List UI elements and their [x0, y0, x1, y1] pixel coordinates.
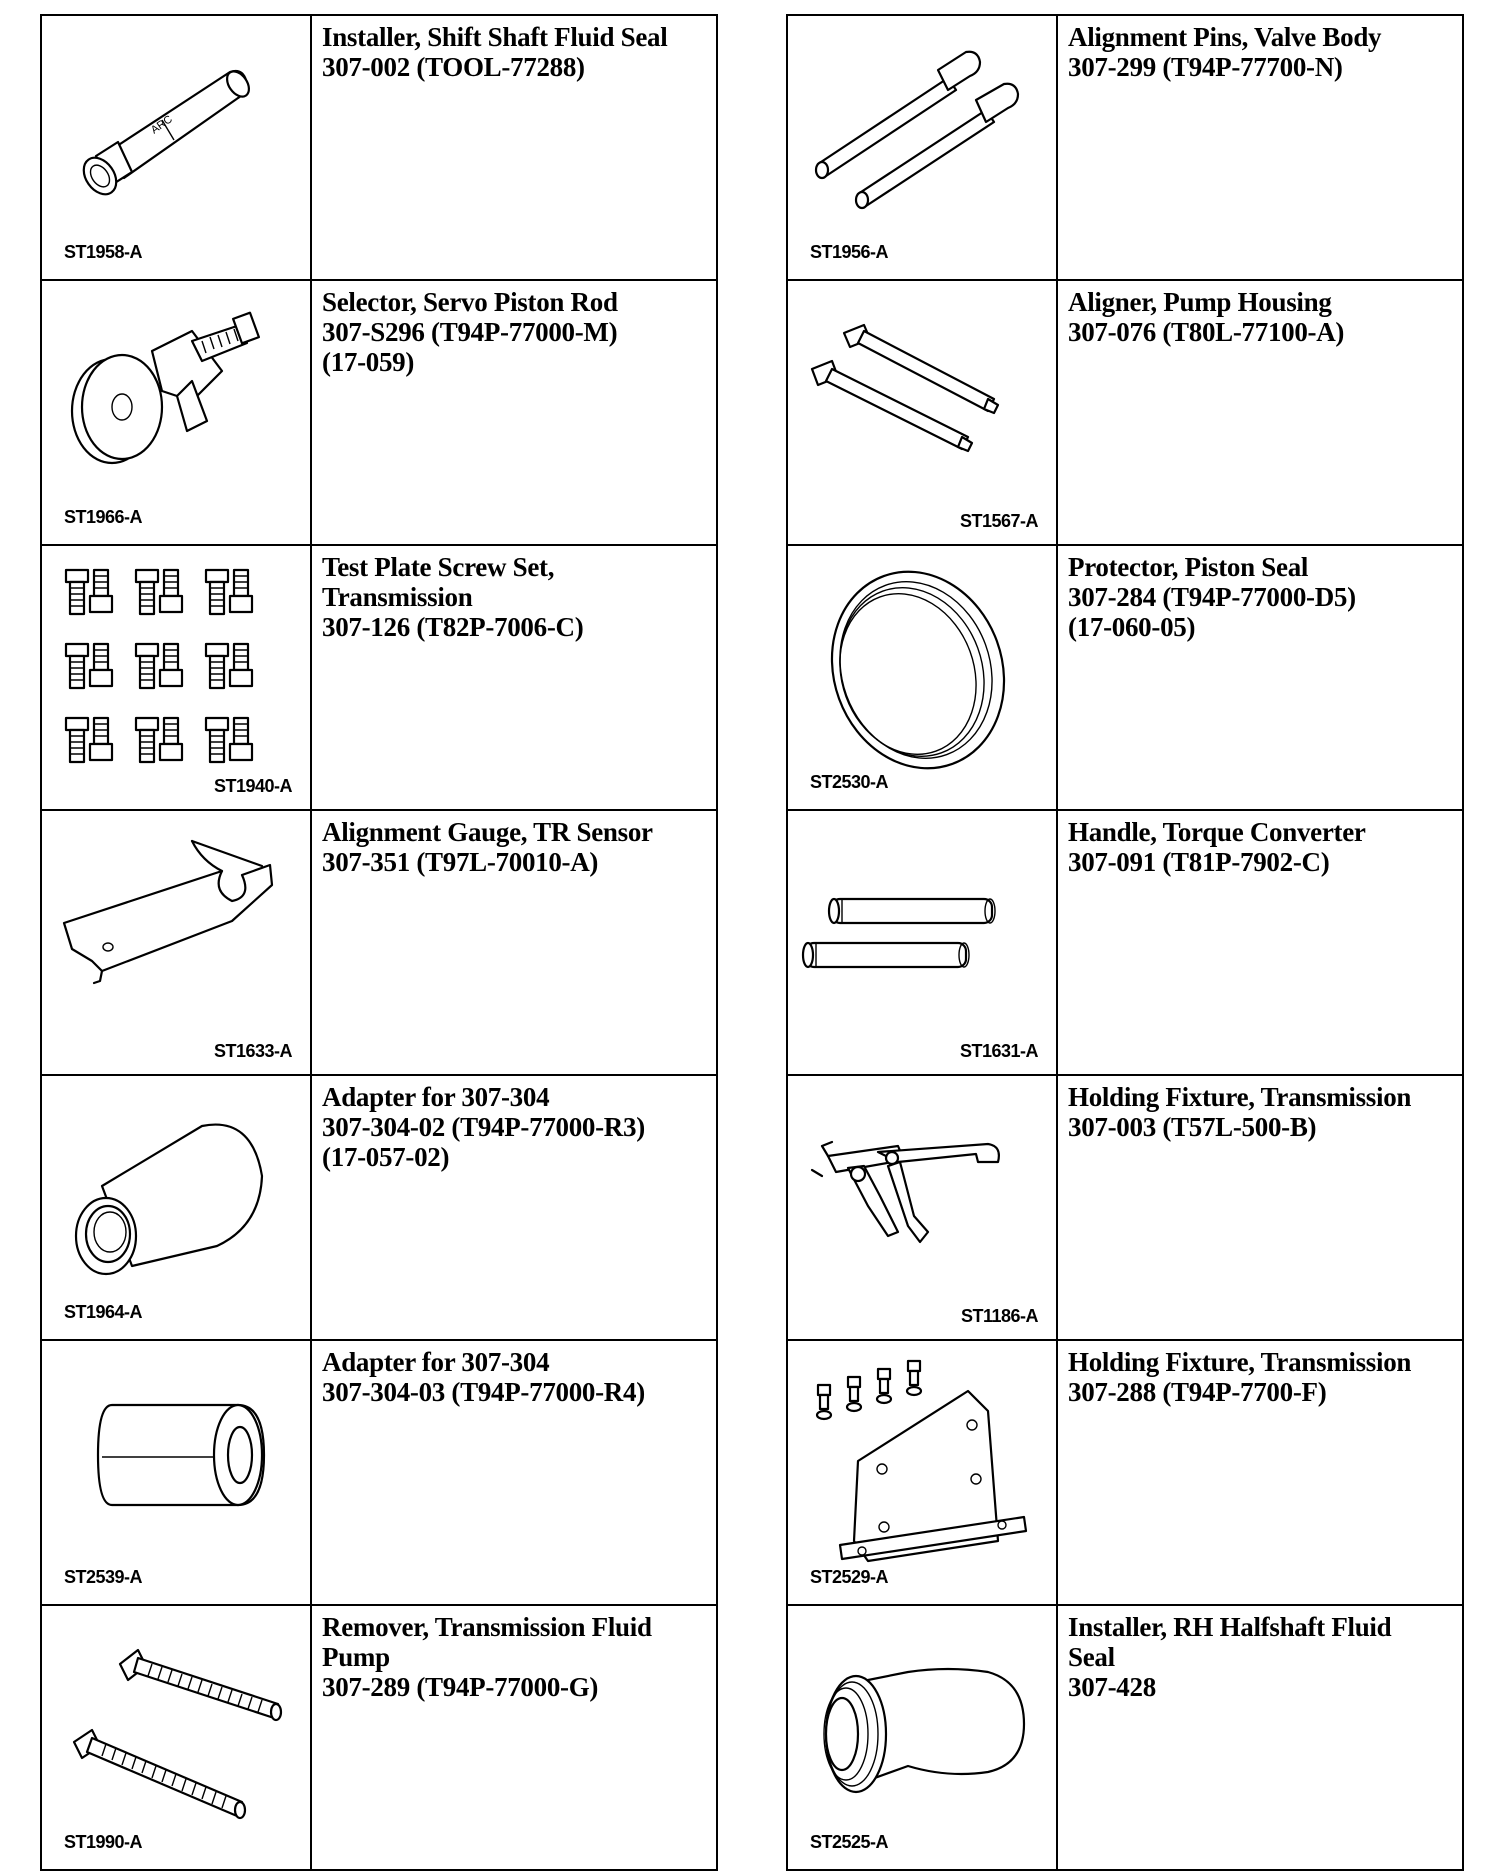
tool-description: [1057, 1075, 1463, 1340]
tool-name: Holding Fixture, Transmission: [1068, 1347, 1412, 1377]
pump-aligner-illustration: [788, 281, 1056, 532]
tool-description: [311, 545, 717, 810]
tool-name: Adapter for 307-304: [322, 1347, 550, 1377]
tool-code: ST2539-A: [64, 1567, 143, 1587]
tool-illustration-cell: [41, 1075, 311, 1340]
tool-part-number: 307-002 (TOOL-77288): [322, 52, 585, 82]
halfshaft-seal-installer-illustration: [788, 1606, 1056, 1857]
tool-description: [1057, 1340, 1463, 1605]
tool-code: ST1956-A: [810, 242, 889, 262]
tool-part-number: 307-076 (T80L-77100-A): [1068, 317, 1345, 347]
tool-part-number: 307-304-02 (T94P-77000-R3): [322, 1112, 645, 1142]
table-row: [41, 1340, 717, 1605]
svg-text:ARC: ARC: [148, 113, 175, 137]
tool-name: Remover, Transmission Fluid: [322, 1612, 652, 1642]
tool-description: [1057, 810, 1463, 1075]
holding-fixture-307-288-illustration: [788, 1341, 1056, 1592]
table-row: [787, 1605, 1463, 1870]
tool-illustration-cell: [787, 15, 1057, 280]
tool-code: ST1633-A: [213, 1041, 292, 1061]
tool-code: ST1966-A: [64, 507, 143, 527]
table-row: [787, 280, 1463, 545]
tool-description: [1057, 545, 1463, 810]
alignment-pins-illustration: [788, 16, 1056, 267]
left-tool-table: [40, 14, 718, 1871]
tool-part-number: 307-288 (T94P-7700-F): [1068, 1377, 1327, 1407]
tool-illustration-cell: [787, 810, 1057, 1075]
tool-illustration-cell: [41, 280, 311, 545]
tool-name: Alignment Gauge, TR Sensor: [322, 817, 653, 847]
adapter-r3-illustration: [42, 1076, 310, 1327]
tool-name: Test Plate Screw Set,: [322, 552, 555, 582]
tool-description: [1057, 15, 1463, 280]
tool-code: ST1567-A: [959, 511, 1038, 531]
table-row: [787, 1075, 1463, 1340]
tool-code: ST1964-A: [64, 1302, 143, 1322]
tool-code: ST1940-A: [213, 776, 292, 796]
tool-name: Protector, Piston Seal: [1068, 552, 1309, 582]
tool-description: [311, 15, 717, 280]
tool-code: ST1990-A: [64, 1832, 143, 1852]
piston-seal-protector-illustration: [788, 546, 1056, 797]
tool-description: [311, 1605, 717, 1870]
tool-name-cont: Transmission: [322, 582, 473, 612]
table-row: [41, 15, 717, 280]
table-row: [41, 280, 717, 545]
tool-illustration-cell: [41, 810, 311, 1075]
tool-code: ST2529-A: [810, 1567, 889, 1587]
tool-part-number: 307-289 (T94P-77000-G): [322, 1672, 599, 1702]
tool-name: Adapter for 307-304: [322, 1082, 550, 1112]
tool-name: Alignment Pins, Valve Body: [1068, 22, 1382, 52]
servo-selector-illustration: [42, 281, 310, 532]
tool-description: [1057, 280, 1463, 545]
holding-fixture-307-003-illustration: [788, 1076, 1056, 1327]
tool-illustration-cell: [787, 1605, 1057, 1870]
tool-description: [311, 1340, 717, 1605]
table-row: [41, 1075, 717, 1340]
table-row: [787, 15, 1463, 280]
tool-description: [311, 810, 717, 1075]
tool-part-number: 307-091 (T81P-7902-C): [1068, 847, 1330, 877]
tool-code: ST1631-A: [959, 1041, 1038, 1061]
right-tool-table: [786, 14, 1464, 1871]
tool-name-cont: Pump: [322, 1642, 390, 1672]
table-row: [41, 810, 717, 1075]
tool-name: Holding Fixture, Transmission: [1068, 1082, 1412, 1112]
converter-handles-illustration: [788, 811, 1056, 1062]
tool-illustration-cell: [787, 280, 1057, 545]
tool-part-number: 307-S296 (T94P-77000-M): [322, 317, 618, 347]
screw-set-illustration: [42, 546, 310, 797]
tool-part-number: 307-003 (T57L-500-B): [1068, 1112, 1317, 1142]
tool-name: Installer, Shift Shaft Fluid Seal: [322, 22, 668, 52]
tool-code: ST2525-A: [810, 1832, 889, 1852]
tool-part-number: 307-428: [1068, 1672, 1156, 1702]
tool-illustration-cell: [787, 545, 1057, 810]
adapter-r4-illustration: [42, 1341, 310, 1592]
tool-part-number-alt: (17-057-02): [322, 1142, 450, 1172]
tool-illustration-cell: [787, 1340, 1057, 1605]
tool-code: ST1958-A: [64, 242, 143, 262]
pump-remover-bolts-illustration: [42, 1606, 310, 1857]
tool-illustration-cell: [41, 1340, 311, 1605]
tool-part-number-alt: (17-059): [322, 347, 415, 377]
tool-description: [1057, 1605, 1463, 1870]
tool-name: Aligner, Pump Housing: [1068, 287, 1332, 317]
tool-name: Handle, Torque Converter: [1068, 817, 1366, 847]
tool-part-number: 307-299 (T94P-77700-N): [1068, 52, 1343, 82]
tool-part-number: 307-284 (T94P-77000-D5): [1068, 582, 1356, 612]
tool-part-number: 307-126 (T82P-7006-C): [322, 612, 584, 642]
tool-illustration-cell: [41, 1605, 311, 1870]
tool-illustration-cell: [787, 1075, 1057, 1340]
table-row: [41, 1605, 717, 1870]
tool-part-number: 307-304-03 (T94P-77000-R4): [322, 1377, 645, 1407]
seal-installer-illustration: [42, 16, 310, 267]
tool-code: ST2530-A: [810, 772, 889, 792]
table-row: [787, 545, 1463, 810]
tool-description: [311, 1075, 717, 1340]
alignment-gauge-illustration: [42, 811, 310, 1062]
tool-illustration-cell: [41, 15, 311, 280]
tool-name: Installer, RH Halfshaft Fluid: [1068, 1612, 1392, 1642]
tool-name-cont: Seal: [1068, 1642, 1115, 1672]
table-row: [41, 545, 717, 810]
tool-illustration-cell: [41, 545, 311, 810]
table-row: [787, 810, 1463, 1075]
tool-description: [311, 280, 717, 545]
tool-code: ST1186-A: [960, 1306, 1038, 1326]
tool-name: Selector, Servo Piston Rod: [322, 287, 618, 317]
tool-part-number-alt: (17-060-05): [1068, 612, 1196, 642]
table-row: [787, 1340, 1463, 1605]
tool-part-number: 307-351 (T97L-70010-A): [322, 847, 599, 877]
